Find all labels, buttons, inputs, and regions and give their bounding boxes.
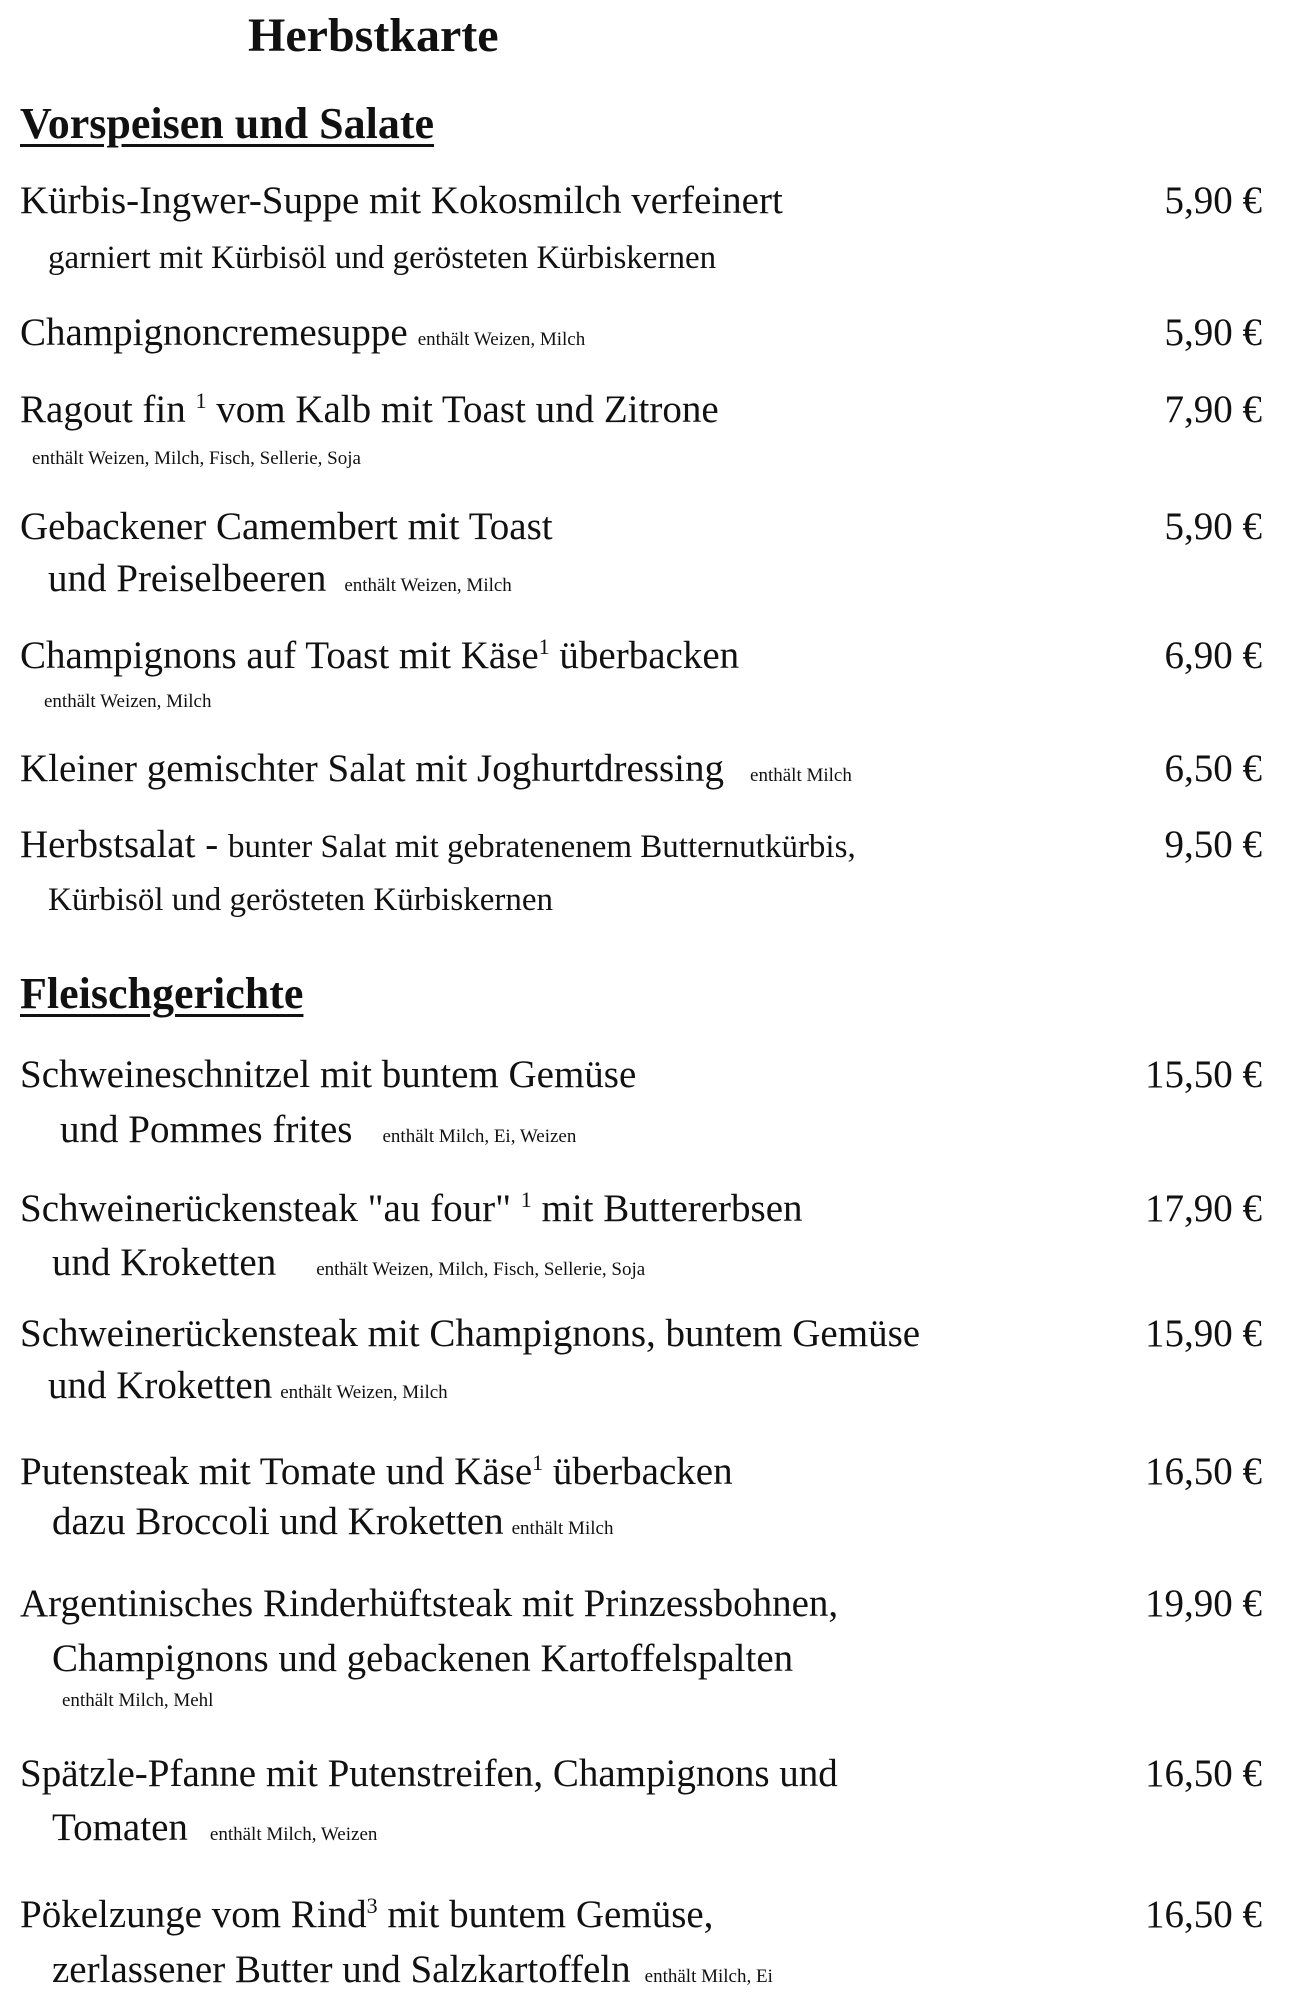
menu-item-description (60, 1110, 576, 1149)
menu-item-price: 5,90 € (1164, 179, 1262, 222)
menu-item-description-text: bunter Salat mit gebratenenem Butternutkürbis, (227, 829, 856, 865)
menu-item-description: Champignons und gebackenen Kartoffelspalten (52, 1637, 794, 1680)
menu-item-allergens: enthält Milch, Ei (644, 1966, 773, 1987)
menu-item-price: 5,90 € (1164, 505, 1262, 548)
menu-item-description-text: und Preiselbeeren (48, 557, 327, 600)
menu-item-name-text: Champignons auf Toast mit Käse (20, 634, 539, 677)
menu-item-name-text: mit Buttererbsen (541, 1187, 803, 1230)
page-title: Herbstkarte (248, 9, 499, 62)
menu-item-allergens: enthält Milch, Mehl (62, 1690, 214, 1711)
menu-item-name-text: Pökelzunge vom Rind (20, 1893, 367, 1936)
footnote-marker: 1 (520, 1187, 532, 1212)
menu-item-description-text: zerlassener Butter und Salzkartoffeln (52, 1948, 631, 1991)
menu-item-price: 5,90 € (1164, 311, 1262, 354)
menu-item-name-text: Champignoncremesuppe (20, 311, 408, 354)
menu-item-name: Argentinisches Rinderhüftsteak mit Prinzessbohnen, (20, 1582, 839, 1625)
menu-item-name (20, 1189, 803, 1228)
menu-item-allergens: enthält Milch (511, 1518, 614, 1539)
menu-item-name (20, 749, 852, 788)
menu-item-name (20, 825, 856, 864)
menu-item-allergens: enthält Milch, Ei, Weizen (382, 1126, 577, 1147)
menu-item-price: 16,50 € (1145, 1450, 1262, 1493)
menu-item-price: 7,90 € (1164, 388, 1262, 431)
footnote-marker: 1 (195, 388, 207, 413)
menu-item-allergens: enthält Weizen, Milch (280, 1382, 448, 1403)
menu-item-name-text: mit buntem Gemüse, (387, 1893, 714, 1936)
menu-item-description-text: und Kroketten (48, 1364, 273, 1407)
menu-item-allergens: enthält Weizen, Milch (417, 329, 586, 350)
menu-item-description: Kürbisöl und gerösteten Kürbiskernen (48, 882, 553, 918)
menu-item-price: 19,90 € (1145, 1582, 1262, 1625)
menu-item-name (20, 313, 585, 352)
menu-item-name-text: vom Kalb mit Toast und Zitrone (216, 388, 719, 431)
menu-item-price: 6,50 € (1164, 747, 1262, 790)
menu-item-name-text: Herbstsalat - (20, 823, 219, 866)
menu-item-description-text: und Kroketten (52, 1241, 277, 1284)
footnote-marker: 1 (538, 634, 550, 659)
menu-item-name-text: Schweinerückensteak "au four" (20, 1187, 511, 1230)
menu-item-description-text: dazu Broccoli und Kroketten (52, 1500, 504, 1543)
menu-item-description (52, 1808, 377, 1847)
menu-item-name-text: Ragout fin (20, 388, 186, 431)
menu-item-price: 9,50 € (1164, 823, 1262, 866)
menu-item-description (52, 1950, 773, 1989)
menu-item-description (52, 1502, 613, 1541)
menu-item-name-text: Kleiner gemischter Salat mit Joghurtdressing (20, 747, 725, 790)
menu-item-allergens: enthält Weizen, Milch (344, 575, 512, 596)
menu-item-description-text: und Pommes frites (60, 1108, 353, 1151)
menu-item-price: 17,90 € (1145, 1187, 1262, 1230)
menu-item-name-text: Putensteak mit Tomate und Käse (20, 1450, 533, 1493)
menu-item-description (48, 559, 512, 598)
menu-item-name (20, 1895, 713, 1934)
footnote-marker: 1 (532, 1450, 544, 1475)
menu-item-allergens: enthält Weizen, Milch, Fisch, Sellerie, Soja (316, 1259, 646, 1280)
menu-item-name (20, 1452, 733, 1491)
menu-item-description (48, 1366, 448, 1405)
menu-item-name: Schweinerückensteak mit Champignons, buntem Gemüse (20, 1312, 921, 1355)
menu-item-price: 6,90 € (1164, 634, 1262, 677)
menu-item-price: 15,90 € (1145, 1312, 1262, 1355)
section-heading-meat: Fleischgerichte (20, 969, 304, 1018)
menu-item-price: 16,50 € (1145, 1752, 1262, 1795)
menu-item-name: Schweineschnitzel mit buntem Gemüse (20, 1053, 637, 1096)
menu-item-price: 16,50 € (1145, 1893, 1262, 1936)
menu-item-allergens: enthält Milch, Weizen (209, 1824, 378, 1845)
menu-item-allergens: enthält Milch (750, 765, 852, 786)
menu-item-name: Gebackener Camembert mit Toast (20, 505, 553, 548)
menu-item-price: 15,50 € (1145, 1053, 1262, 1096)
section-heading-starters: Vorspeisen und Salate (20, 99, 435, 148)
menu-item-name-text: überbacken (552, 1450, 733, 1493)
footnote-marker: 3 (366, 1893, 378, 1918)
menu-item-name: Spätzle-Pfanne mit Putenstreifen, Champignons und (20, 1752, 838, 1795)
menu-item-name (20, 636, 739, 675)
menu-item-name (20, 390, 719, 429)
menu-item-name-text: überbacken (559, 634, 740, 677)
menu-item-description (52, 1243, 645, 1282)
menu-item-allergens: enthält Weizen, Milch, Fisch, Sellerie, Soja (32, 448, 361, 469)
menu-item-name: Kürbis-Ingwer-Suppe mit Kokosmilch verfeinert (20, 179, 783, 222)
menu-item-description-text: Tomaten (52, 1806, 188, 1849)
menu-item-description: garniert mit Kürbisöl und gerösteten Kürbiskernen (48, 240, 717, 276)
menu-item-allergens: enthält Weizen, Milch (44, 691, 212, 712)
